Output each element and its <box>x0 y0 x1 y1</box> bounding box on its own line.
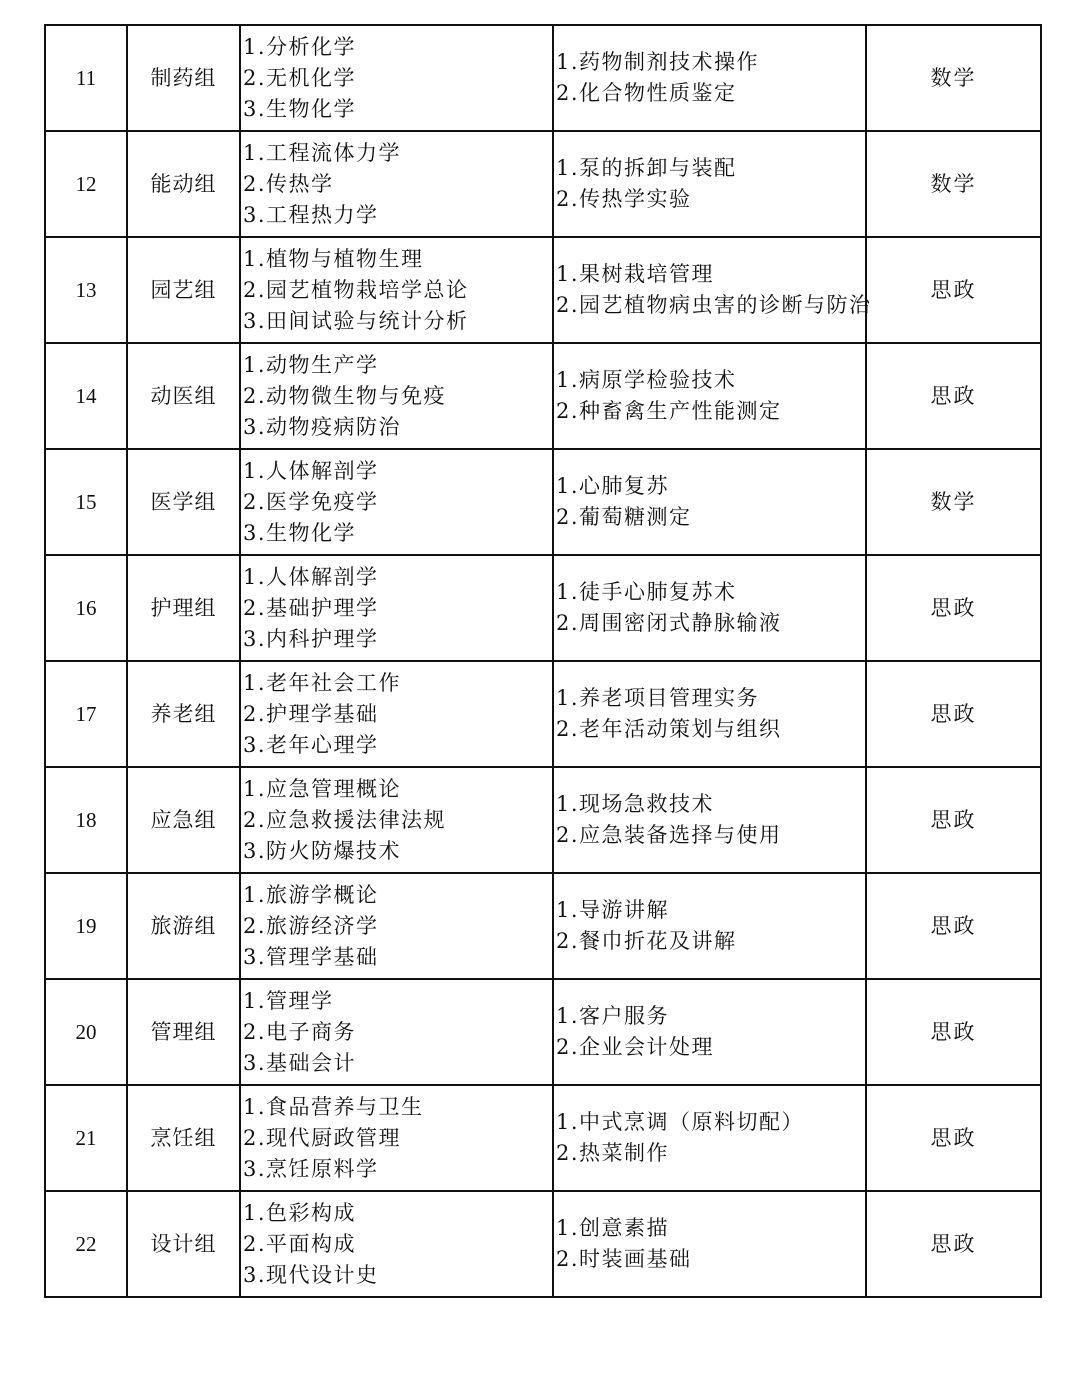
theory-item: 2.医学免疫学 <box>243 489 379 514</box>
theory-subjects <box>240 555 553 661</box>
skill-item: 2.餐巾折花及讲解 <box>556 929 737 953</box>
general-subject: 思政 <box>866 661 1041 767</box>
skill-items <box>553 25 866 131</box>
theory-item: 3.内科护理学 <box>243 626 379 651</box>
theory-item: 1.老年社会工作 <box>243 670 402 695</box>
skill-items <box>553 1085 866 1191</box>
skill-item: 2.种畜禽生产性能测定 <box>556 399 782 423</box>
theory-item: 2.现代厨政管理 <box>243 1125 402 1150</box>
group-name: 旅游组 <box>127 873 240 979</box>
theory-item: 3.基础会计 <box>243 1050 357 1075</box>
theory-item: 1.人体解剖学 <box>243 458 379 483</box>
theory-subjects <box>240 25 553 131</box>
table-row <box>45 449 1041 555</box>
theory-item: 1.旅游学概论 <box>243 882 379 907</box>
general-subject: 思政 <box>866 873 1041 979</box>
table-row <box>45 1191 1041 1297</box>
row-number: 18 <box>45 767 127 873</box>
skill-item: 1.病原学检验技术 <box>556 368 737 392</box>
group-name: 管理组 <box>127 979 240 1085</box>
theory-subjects <box>240 979 553 1085</box>
group-name: 烹饪组 <box>127 1085 240 1191</box>
skill-items <box>553 131 866 237</box>
skill-item: 1.养老项目管理实务 <box>556 686 760 710</box>
general-subject: 思政 <box>866 1085 1041 1191</box>
table-row <box>45 873 1041 979</box>
theory-item: 2.传热学 <box>243 171 334 196</box>
theory-item: 2.园艺植物栽培学总论 <box>243 277 469 302</box>
skill-items <box>553 343 866 449</box>
skill-item: 2.应急装备选择与使用 <box>556 823 782 847</box>
theory-item: 2.平面构成 <box>243 1231 357 1256</box>
theory-item: 3.老年心理学 <box>243 732 379 757</box>
table-row <box>45 979 1041 1085</box>
theory-subjects <box>240 449 553 555</box>
group-name: 医学组 <box>127 449 240 555</box>
skill-items <box>553 555 866 661</box>
skill-item: 1.客户服务 <box>556 1004 670 1028</box>
skill-item: 1.果树栽培管理 <box>556 262 715 286</box>
general-subject: 思政 <box>866 555 1041 661</box>
theory-item: 3.田间试验与统计分析 <box>243 308 469 333</box>
group-name: 应急组 <box>127 767 240 873</box>
skill-item: 2.时装画基础 <box>556 1247 692 1271</box>
theory-item: 2.电子商务 <box>243 1019 357 1044</box>
skill-item: 2.葡萄糖测定 <box>556 505 692 529</box>
skill-item: 2.热菜制作 <box>556 1141 670 1165</box>
theory-item: 2.无机化学 <box>243 65 357 90</box>
theory-subjects <box>240 237 553 343</box>
general-subject: 思政 <box>866 1191 1041 1297</box>
theory-item: 1.植物与植物生理 <box>243 246 424 271</box>
theory-subjects <box>240 1085 553 1191</box>
row-number: 11 <box>45 25 127 131</box>
general-subject: 思政 <box>866 979 1041 1085</box>
row-number: 15 <box>45 449 127 555</box>
skill-item: 1.创意素描 <box>556 1216 670 1240</box>
row-number: 12 <box>45 131 127 237</box>
theory-item: 3.防火防爆技术 <box>243 838 402 863</box>
theory-subjects <box>240 767 553 873</box>
table-row <box>45 767 1041 873</box>
table-row <box>45 661 1041 767</box>
theory-item: 1.应急管理概论 <box>243 776 402 801</box>
skill-item: 1.徒手心肺复苏术 <box>556 580 737 604</box>
theory-item: 1.管理学 <box>243 988 334 1013</box>
theory-item: 2.旅游经济学 <box>243 913 379 938</box>
table-body <box>45 25 1041 1297</box>
theory-item: 3.生物化学 <box>243 520 357 545</box>
row-number: 19 <box>45 873 127 979</box>
theory-item: 1.动物生产学 <box>243 352 379 377</box>
skill-item: 1.导游讲解 <box>556 898 670 922</box>
theory-item: 3.生物化学 <box>243 96 357 121</box>
row-number: 20 <box>45 979 127 1085</box>
skill-items <box>553 979 866 1085</box>
row-number: 14 <box>45 343 127 449</box>
theory-item: 3.工程热力学 <box>243 202 379 227</box>
row-number: 21 <box>45 1085 127 1191</box>
table-row <box>45 343 1041 449</box>
skill-item: 1.药物制剂技术操作 <box>556 50 760 74</box>
skill-item: 2.化合物性质鉴定 <box>556 81 737 105</box>
theory-item: 1.色彩构成 <box>243 1200 357 1225</box>
theory-item: 3.动物疫病防治 <box>243 414 402 439</box>
general-subject: 思政 <box>866 237 1041 343</box>
table-row <box>45 25 1041 131</box>
group-name: 护理组 <box>127 555 240 661</box>
skill-item: 2.传热学实验 <box>556 187 692 211</box>
skill-item: 2.园艺植物病虫害的诊断与防治 <box>556 293 872 317</box>
row-number: 13 <box>45 237 127 343</box>
group-name: 动医组 <box>127 343 240 449</box>
skill-item: 1.心肺复苏 <box>556 474 670 498</box>
group-name: 养老组 <box>127 661 240 767</box>
theory-subjects <box>240 343 553 449</box>
skill-item: 1.泵的拆卸与装配 <box>556 156 737 180</box>
group-name: 园艺组 <box>127 237 240 343</box>
general-subject: 数学 <box>866 131 1041 237</box>
table-row <box>45 131 1041 237</box>
group-name: 能动组 <box>127 131 240 237</box>
skill-items <box>553 449 866 555</box>
group-name: 设计组 <box>127 1191 240 1297</box>
general-subject: 思政 <box>866 767 1041 873</box>
theory-item: 1.食品营养与卫生 <box>243 1094 424 1119</box>
skill-item: 2.企业会计处理 <box>556 1035 715 1059</box>
theory-subjects <box>240 131 553 237</box>
theory-item: 1.工程流体力学 <box>243 140 402 165</box>
row-number: 22 <box>45 1191 127 1297</box>
skill-items <box>553 873 866 979</box>
general-subject: 思政 <box>866 343 1041 449</box>
skill-item: 2.老年活动策划与组织 <box>556 717 782 741</box>
skill-item: 2.周围密闭式静脉输液 <box>556 611 782 635</box>
skill-item: 1.现场急救技术 <box>556 792 715 816</box>
theory-item: 1.分析化学 <box>243 34 357 59</box>
theory-subjects <box>240 1191 553 1297</box>
general-subject: 数学 <box>866 25 1041 131</box>
skill-item: 1.中式烹调（原料切配） <box>556 1110 805 1134</box>
table-row <box>45 237 1041 343</box>
theory-subjects <box>240 873 553 979</box>
skill-items <box>553 1191 866 1297</box>
theory-item: 2.动物微生物与免疫 <box>243 383 447 408</box>
competition-groups-table <box>44 24 1042 1298</box>
theory-subjects <box>240 661 553 767</box>
group-name: 制药组 <box>127 25 240 131</box>
row-number: 17 <box>45 661 127 767</box>
theory-item: 2.应急救援法律法规 <box>243 807 447 832</box>
theory-item: 3.烹饪原料学 <box>243 1156 379 1181</box>
theory-item: 3.管理学基础 <box>243 944 379 969</box>
theory-item: 1.人体解剖学 <box>243 564 379 589</box>
skill-items <box>553 661 866 767</box>
skill-items <box>553 237 872 343</box>
theory-item: 2.护理学基础 <box>243 701 379 726</box>
skill-items <box>553 767 866 873</box>
theory-item: 2.基础护理学 <box>243 595 379 620</box>
general-subject: 数学 <box>866 449 1041 555</box>
table-row <box>45 555 1041 661</box>
theory-item: 3.现代设计史 <box>243 1262 379 1287</box>
row-number: 16 <box>45 555 127 661</box>
table-row <box>45 1085 1041 1191</box>
